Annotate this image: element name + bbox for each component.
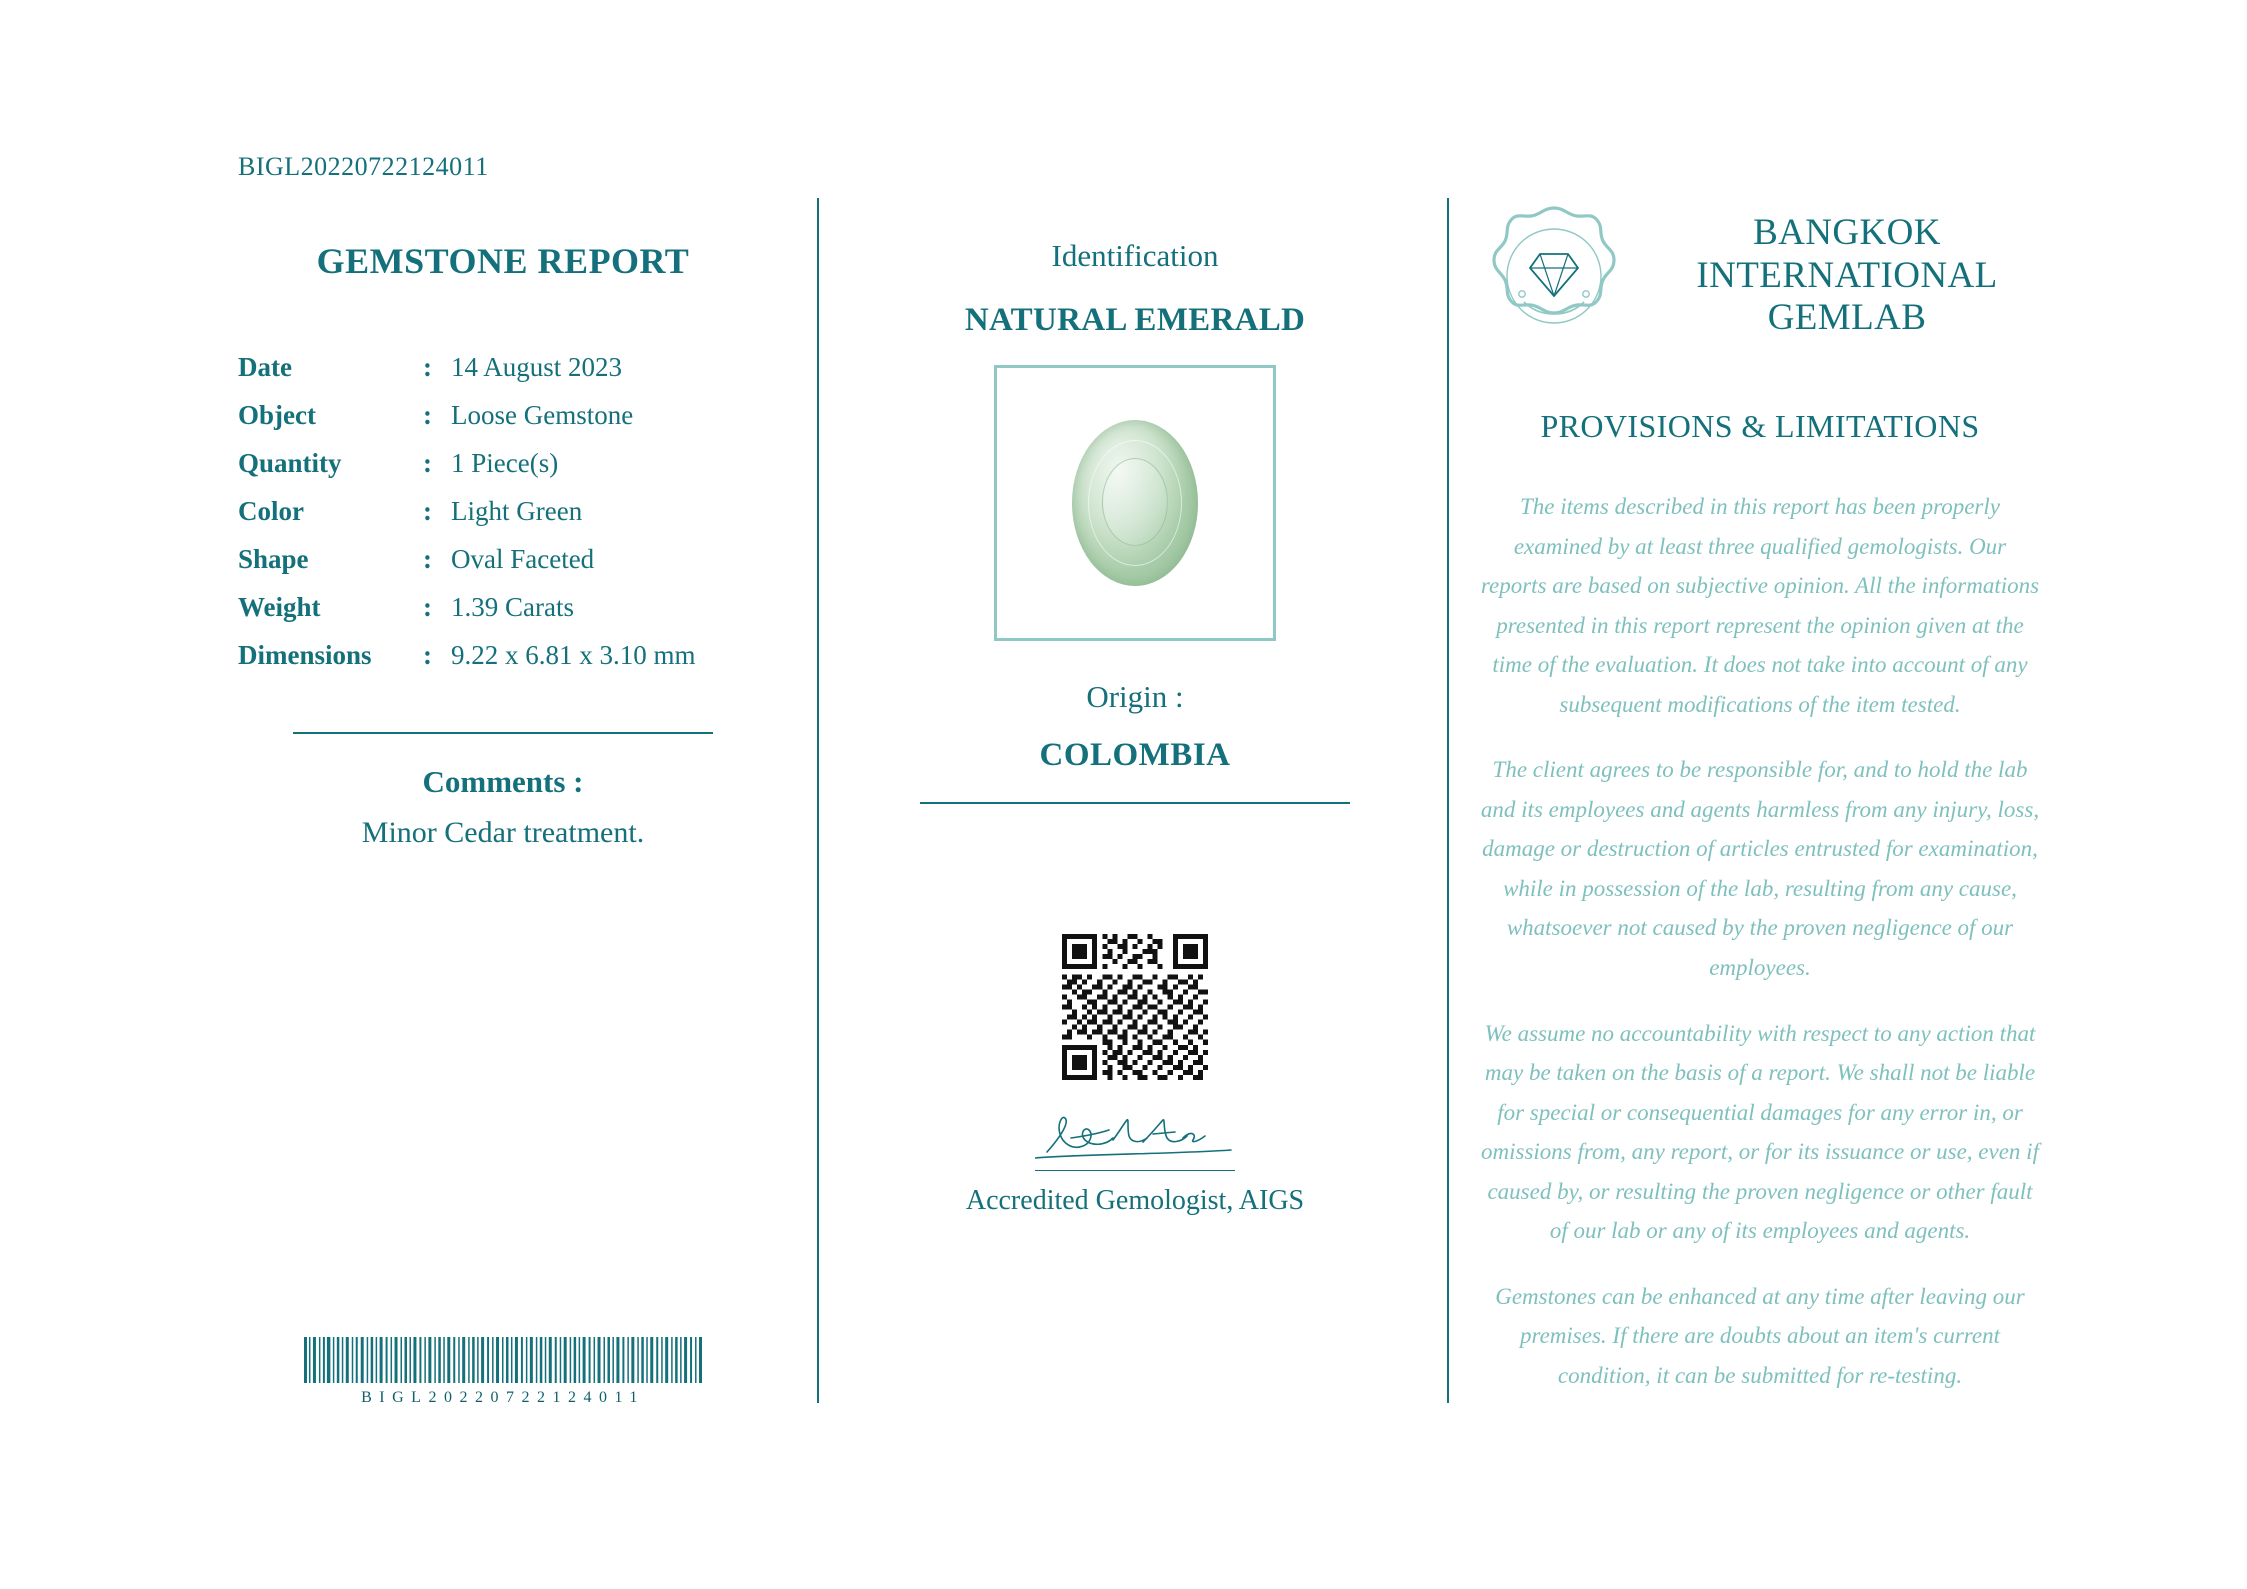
barcode-block (238, 1337, 768, 1407)
column-divider-left (817, 198, 819, 1403)
brand-line-1: BANGKOK (1753, 212, 1941, 254)
brand-line-3: GEMLAB (1767, 297, 1927, 339)
gemstone-image (1072, 420, 1198, 586)
provisions-paragraph: The items described in this report has been properly examined by at least three qualified gemologists. Our reports are based on subjective opinion. All the informations presented in this report represent the opinion given at the time of the evaluation. It does not take into account of any subsequent modifications of the item tested. (1480, 494, 2040, 717)
table-row (238, 536, 768, 584)
spec-value: 1.39 Carats (451, 592, 574, 622)
spec-value: Light Green (451, 496, 583, 526)
brand-title (1654, 212, 2040, 340)
identification-value: NATURAL EMERALD (964, 302, 1306, 338)
gemlab-logo-icon (1480, 202, 1628, 350)
left-column (238, 198, 768, 1399)
barcode-image (304, 1337, 702, 1383)
origin-label: Origin : (1086, 679, 1184, 714)
brand-header (1480, 202, 2040, 350)
spec-label: Weight (238, 592, 321, 622)
table-row (238, 584, 768, 632)
table-row (238, 632, 768, 680)
barcode-number: BIGL20220722124011 (361, 1389, 645, 1406)
signature-image (1035, 1108, 1235, 1164)
spec-colon: : (423, 640, 432, 670)
spec-label: Date (238, 352, 292, 382)
section-divider (293, 732, 713, 734)
table-row (238, 440, 768, 488)
spec-value: 1 Piece(s) (451, 448, 559, 478)
table-row (238, 392, 768, 440)
origin-value: COLOMBIA (1039, 737, 1231, 773)
page-title: GEMSTONE REPORT (316, 241, 690, 281)
spec-value: 9.22 x 6.81 x 3.10 mm (451, 640, 696, 670)
spec-colon: : (423, 496, 432, 526)
signature-caption: Accredited Gemologist, AIGS (965, 1185, 1305, 1216)
signature-block (900, 1108, 1370, 1218)
middle-column (900, 198, 1370, 1399)
identification-label: Identification (1051, 238, 1219, 273)
spec-value: 14 August 2023 (451, 352, 623, 382)
gemstone-spec-table (238, 344, 768, 680)
brand-line-2: INTERNATIONAL (1696, 254, 1998, 296)
spec-colon: : (423, 592, 432, 622)
provisions-title: PROVISIONS & LIMITATIONS (1540, 408, 1980, 444)
gemstone-photo-frame (994, 365, 1276, 641)
spec-value: Loose Gemstone (451, 400, 634, 430)
spec-label: Dimensions (238, 640, 372, 670)
signature-line (1035, 1170, 1235, 1172)
provisions-paragraph: We assume no accountability with respect to any action that may be taken on the basis of a report. We shall not be liable for special or consequential damages for any error in, or omissions from, any report, or for its issuance or use, even if caused by, or resulting the proven negligence or other fault of our lab or any of its employees and agents. (1481, 1020, 2039, 1244)
spec-value: Oval Faceted (451, 544, 595, 574)
spec-label: Quantity (238, 448, 342, 478)
column-divider-right (1447, 198, 1449, 1403)
report-number: BIGL20220722124011 (238, 152, 489, 181)
right-column (1480, 198, 2040, 1399)
spec-colon: : (423, 352, 432, 382)
spec-label: Color (238, 496, 304, 526)
comments-text: Minor Cedar treatment. (361, 816, 645, 849)
table-row (238, 344, 768, 392)
provisions-paragraph: Gemstones can be enhanced at any time after leaving our premises. If there are doubts about an item's current condition, it can be submitted for re-testing. (1495, 1283, 2025, 1388)
spec-label: Shape (238, 544, 309, 574)
table-row (238, 488, 768, 536)
provisions-body (1480, 487, 2040, 1395)
qr-code-image (1062, 934, 1208, 1080)
comments-heading: Comments : (422, 764, 584, 799)
spec-colon: : (423, 544, 432, 574)
spec-label: Object (238, 400, 316, 430)
provisions-paragraph: The client agrees to be responsible for, and to hold the lab and its employees and agents harmless from any injury, loss, damage or destruction of articles entrusted for examination, while in possession of the lab, resulting from any cause, whatsoever not caused by the proven negligence of our employees. (1480, 757, 2040, 981)
spec-colon: : (423, 400, 432, 430)
section-divider (920, 802, 1350, 804)
spec-colon: : (423, 448, 432, 478)
qr-code (1062, 934, 1208, 1080)
